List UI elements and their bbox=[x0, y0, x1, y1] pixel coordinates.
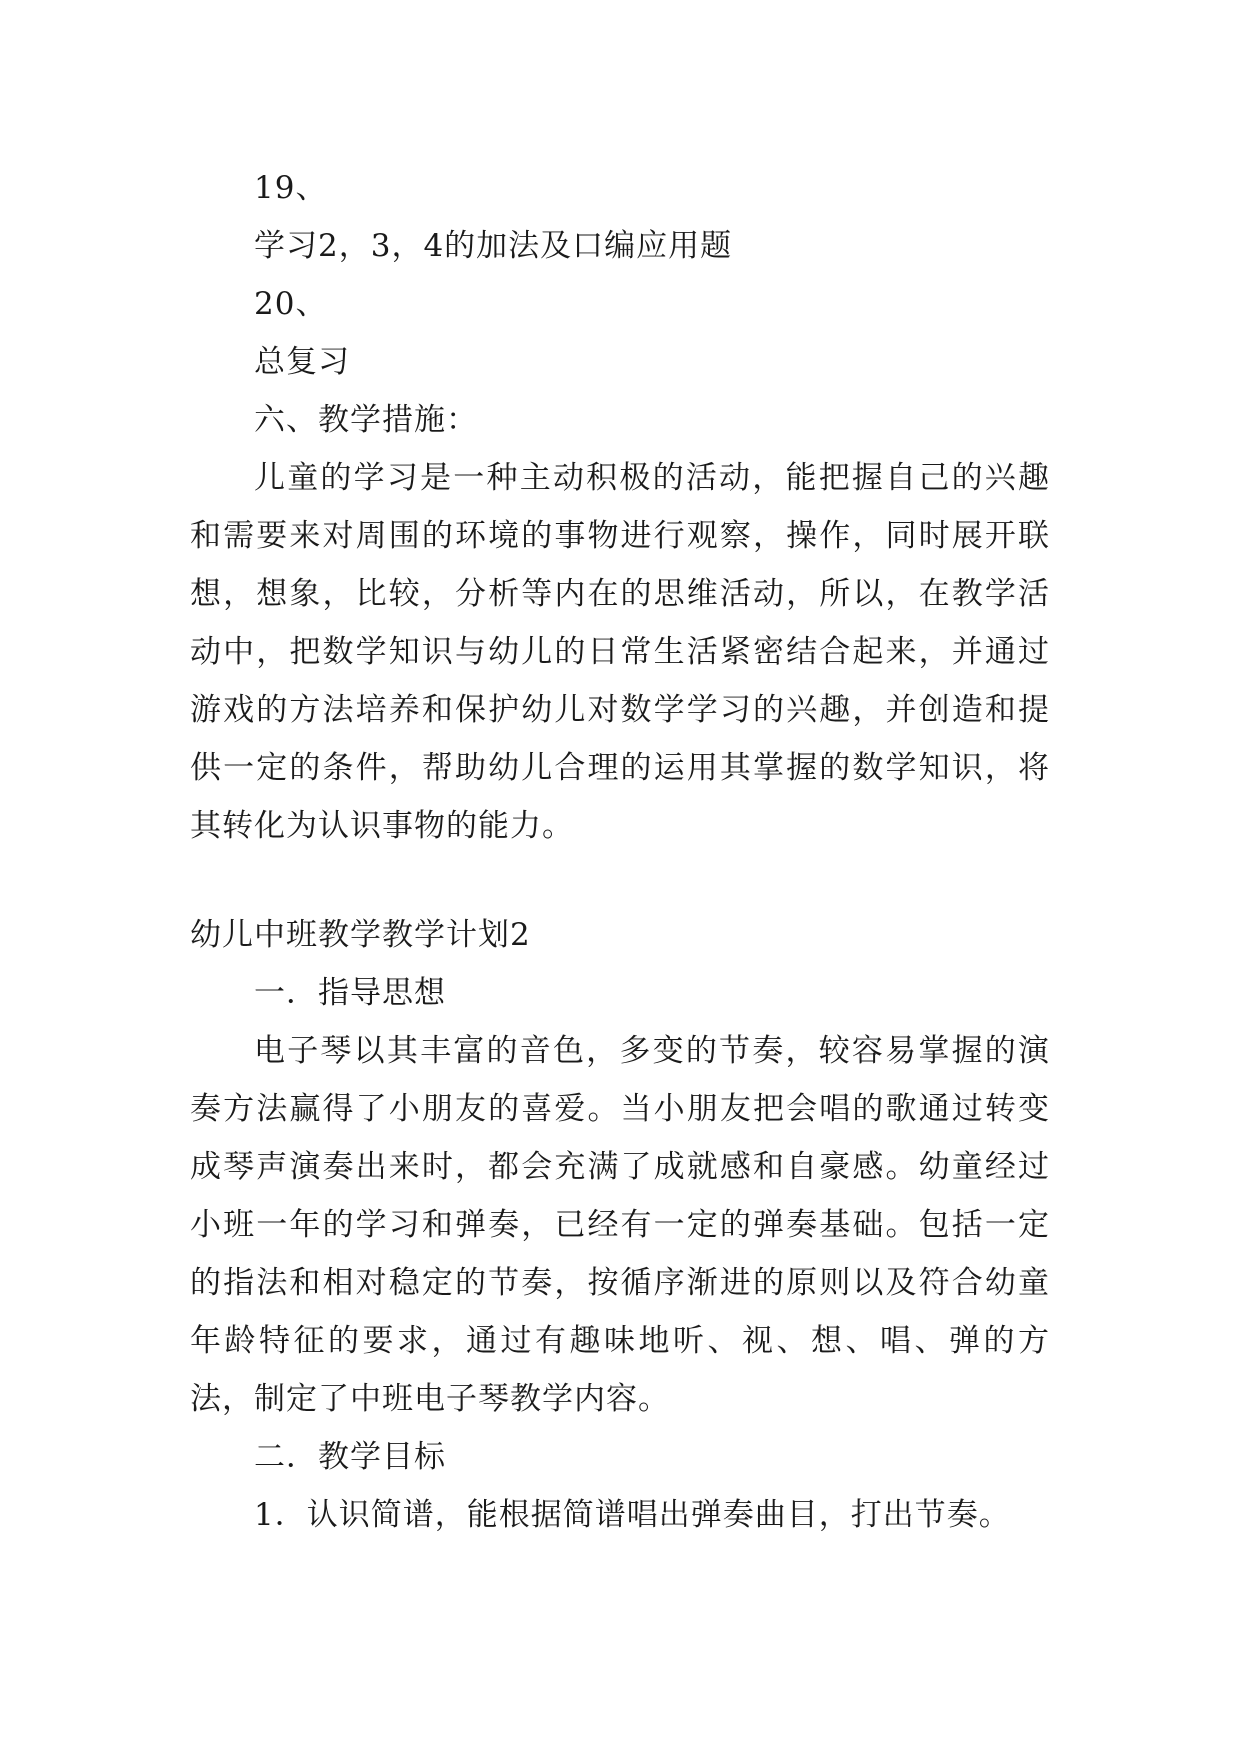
goal-item-1: 1．认识简谱，能根据简谱唱出弹奏曲目，打出节奏。 bbox=[254, 1497, 1011, 1533]
section-heading-guiding-ideology: 一．指导思想 bbox=[254, 975, 446, 1011]
section-heading-teaching-goals: 二．教学目标 bbox=[254, 1439, 446, 1475]
section-heading-teaching-measures: 六、教学措施： bbox=[254, 402, 478, 438]
list-item-content: 学习2，3，4的加法及口编应用题 bbox=[254, 228, 733, 264]
list-item-number: 20、 bbox=[254, 286, 328, 322]
section-teaching-plan-1 bbox=[190, 159, 1050, 855]
document-title: 幼儿中班教学教学计划2 bbox=[190, 917, 531, 953]
guiding-ideology-paragraph: 电子琴以其丰富的音色，多变的节奏，较容易掌握的演奏方法赢得了小朋友的喜爱。当小朋友把会唱的歌通过转变成琴声演奏出来时，都会充满了成就感和自豪感。幼童经过小班一年的学习和弹奏，已经有一定的弹奏基础。包括一定的指法和相对稳定的节奏，按循序渐进的原则以及符合幼童年龄特征的要求，通过有趣味地听、视、想、唱、弹的方法，制定了中班电子琴教学内容。 bbox=[190, 1033, 1050, 1417]
list-item-content: 总复习 bbox=[254, 344, 350, 380]
section-teaching-plan-2 bbox=[190, 906, 1050, 1544]
teaching-measures-paragraph: 儿童的学习是一种主动积极的活动，能把握自己的兴趣和需要来对周围的环境的事物进行观察，操作，同时展开联想，想象，比较，分析等内在的思维活动，所以，在教学活动中，把数学知识与幼儿的日常生活紧密结合起来，并通过游戏的方法培养和保护幼儿对数学学习的兴趣，并创造和提供一定的条件，帮助幼儿合理的运用其掌握的数学知识，将其转化为认识事物的能力。 bbox=[190, 460, 1050, 844]
list-item-number: 19、 bbox=[254, 170, 328, 206]
